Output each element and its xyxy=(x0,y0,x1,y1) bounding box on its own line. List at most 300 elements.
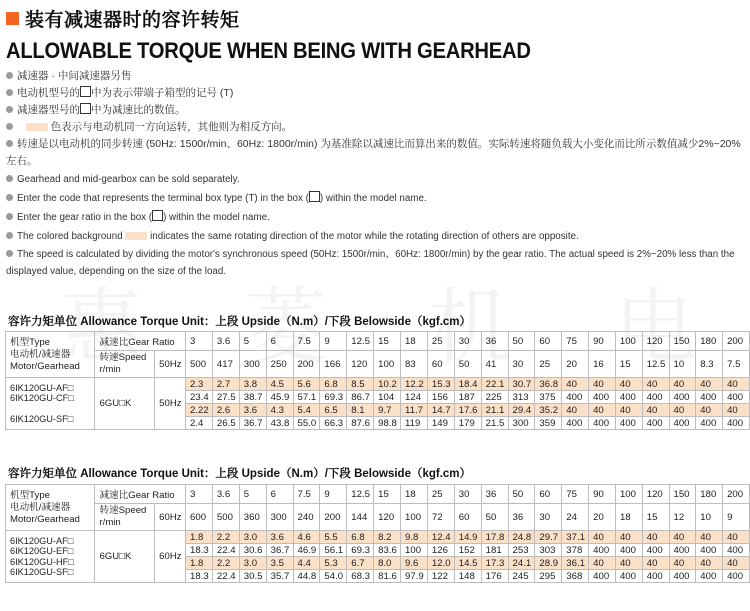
ratio-cell: 150 xyxy=(669,332,696,351)
section-title-cn: 装有减速器时的容许转矩 xyxy=(25,9,240,31)
torque-belowside-cell: 98.8 xyxy=(374,417,401,430)
speed-cell: 41 xyxy=(481,351,508,378)
speed-cell: 500 xyxy=(212,504,239,531)
torque-belowside-cell: 400 xyxy=(669,391,696,404)
torque-belowside-cell: 187 xyxy=(454,391,481,404)
torque-upside-cell: 40 xyxy=(615,557,642,570)
torque-belowside-cell: 400 xyxy=(723,391,750,404)
torque-upside-cell: 18.4 xyxy=(454,378,481,391)
bullet-icon xyxy=(6,123,13,130)
torque-upside-cell: 2.2 xyxy=(212,557,239,570)
torque-belowside-cell: 44.8 xyxy=(293,570,320,583)
torque-belowside-cell: 400 xyxy=(615,417,642,430)
torque-belowside-cell: 400 xyxy=(696,544,723,557)
box-symbol-icon xyxy=(152,210,163,221)
ratio-cell: 200 xyxy=(723,332,750,351)
torque-belowside-cell: 57.1 xyxy=(293,391,320,404)
torque-upside-cell: 3.8 xyxy=(239,378,266,391)
note-en-2 xyxy=(6,189,746,208)
torque-upside-cell: 40 xyxy=(696,557,723,570)
motor-model-cell xyxy=(6,531,95,583)
torque-belowside-cell: 26.5 xyxy=(212,417,239,430)
torque-belowside-cell: 152 xyxy=(454,544,481,557)
torque-belowside-cell: 46.9 xyxy=(293,544,320,557)
note-en-4 xyxy=(6,227,746,246)
ratio-cell: 100 xyxy=(615,332,642,351)
ratio-cell: 15 xyxy=(374,485,401,504)
torque-belowside-cell: 36.7 xyxy=(239,417,266,430)
header-row-ratio xyxy=(6,485,750,504)
torque-upside-cell: 12.2 xyxy=(401,378,428,391)
speed-cell: 7.5 xyxy=(723,351,750,378)
torque-upside-cell: 9.8 xyxy=(401,531,428,544)
speed-cell: 12 xyxy=(669,504,696,531)
ratio-cell: 6 xyxy=(266,485,293,504)
torque-belowside-cell: 378 xyxy=(562,544,589,557)
torque-upside-cell: 14.7 xyxy=(427,404,454,417)
torque-belowside-cell: 54.0 xyxy=(320,570,347,583)
motor-model: 6IK120GU-HF□ xyxy=(10,556,74,567)
torque-belowside-cell: 400 xyxy=(642,391,669,404)
motor-model: 6IK120GU-SF□ xyxy=(10,567,74,577)
note-cn-3 xyxy=(6,102,746,119)
speed-cell: 60 xyxy=(454,504,481,531)
ratio-cell: 25 xyxy=(427,485,454,504)
torque-upside-cell: 6.8 xyxy=(347,531,374,544)
torque-belowside-cell: 21.5 xyxy=(481,417,508,430)
torque-belowside-cell: 400 xyxy=(589,570,616,583)
type-label: 机型Type xyxy=(10,336,50,348)
torque-belowside-cell: 400 xyxy=(562,417,589,430)
ratio-cell: 18 xyxy=(401,485,428,504)
note-text: Enter the code that represents the terminal box type (T) in the box ( xyxy=(17,193,309,204)
bullet-icon xyxy=(6,194,13,201)
note-text: The speed is calculated by dividing the motor's synchronous speed (50Hz: 1500r/min、60Hz: 1800r/min) by the gear ratio. The actual speed is 2%~20% less than the displayed value, depending on the size of the load. xyxy=(6,249,735,277)
speed-cell: 100 xyxy=(374,351,401,378)
color-swatch-icon xyxy=(26,123,48,131)
torque-belowside-cell: 104 xyxy=(374,391,401,404)
note-text: Enter the gear ratio in the box ( xyxy=(17,212,153,223)
frequency-cell: 50Hz xyxy=(155,378,186,430)
torque-belowside-cell: 181 xyxy=(481,544,508,557)
torque-upside-cell: 3.6 xyxy=(266,531,293,544)
torque-upside-cell: 21.1 xyxy=(481,404,508,417)
torque-upside-cell: 1.8 xyxy=(186,531,213,544)
gearhead-cell: 6GU□K xyxy=(95,531,155,583)
notes xyxy=(6,68,746,280)
torque-upside-cell: 40 xyxy=(723,378,750,391)
torque-belowside-cell: 400 xyxy=(696,570,723,583)
header-row-speed xyxy=(6,351,750,378)
ratio-cell: 7.5 xyxy=(293,485,320,504)
freq-label-cell: 50Hz xyxy=(155,351,186,378)
ratio-cell: 180 xyxy=(696,332,723,351)
ratio-cell: 90 xyxy=(589,332,616,351)
torque-belowside-cell: 400 xyxy=(615,544,642,557)
torque-upside-cell: 8.2 xyxy=(374,531,401,544)
torque-upside-cell: 4.6 xyxy=(293,531,320,544)
torque-belowside-cell: 43.8 xyxy=(266,417,293,430)
torque-belowside-cell: 22.4 xyxy=(212,570,239,583)
torque-belowside-cell: 55.0 xyxy=(293,417,320,430)
torque-belowside-cell: 400 xyxy=(615,391,642,404)
ratio-cell: 6 xyxy=(266,332,293,351)
header-row-speed xyxy=(6,504,750,531)
type-label: 机型Type xyxy=(10,489,50,501)
bullet-icon xyxy=(6,213,13,220)
bullet-icon xyxy=(6,140,13,147)
torque-upside-cell: 12.0 xyxy=(427,557,454,570)
torque-upside-cell: 5.5 xyxy=(320,531,347,544)
bullet-icon xyxy=(6,89,13,96)
torque-belowside-cell: 400 xyxy=(642,417,669,430)
torque-upside-cell: 11.7 xyxy=(401,404,428,417)
torque-upside-cell: 17.8 xyxy=(481,531,508,544)
speed-cell: 20 xyxy=(589,504,616,531)
torque-belowside-cell: 35.7 xyxy=(266,570,293,583)
speed-cell: 120 xyxy=(347,351,374,378)
torque-belowside-cell: 56.1 xyxy=(320,544,347,557)
torque-upside-cell: 24.1 xyxy=(508,557,535,570)
box-symbol-icon xyxy=(80,103,91,114)
torque-upside-cell: 40 xyxy=(723,531,750,544)
ratio-cell: 120 xyxy=(642,485,669,504)
torque-upside-cell: 40 xyxy=(642,557,669,570)
speed-cell: 25 xyxy=(535,351,562,378)
torque-upside-cell: 36.8 xyxy=(535,378,562,391)
ratio-cell: 5 xyxy=(239,485,266,504)
note-text: 中为减速比的数值。 xyxy=(91,104,186,116)
torque-upside-cell: 40 xyxy=(562,404,589,417)
torque-upside-cell: 28.9 xyxy=(535,557,562,570)
torque-belowside-cell: 400 xyxy=(723,544,750,557)
box-symbol-icon xyxy=(80,86,91,97)
torque-belowside-cell: 126 xyxy=(427,544,454,557)
torque-upside-cell: 17.6 xyxy=(454,404,481,417)
speed-cell: 10 xyxy=(669,351,696,378)
ratio-cell: 3 xyxy=(186,332,213,351)
motor-model: 6IK120GU-AF□ xyxy=(10,535,74,546)
torque-belowside-cell: 148 xyxy=(454,570,481,583)
torque-upside-cell: 4.5 xyxy=(266,378,293,391)
torque-upside-cell: 2.2 xyxy=(212,531,239,544)
bullet-icon xyxy=(6,106,13,113)
speed-cell: 8.3 xyxy=(696,351,723,378)
torque-upside-cell: 6.5 xyxy=(320,404,347,417)
type-header-cell xyxy=(6,485,95,531)
note-text: ) within the model name. xyxy=(163,212,270,223)
torque-belowside-cell: 87.6 xyxy=(347,417,374,430)
torque-belowside-cell: 368 xyxy=(562,570,589,583)
table-row xyxy=(6,531,750,544)
note-cn-5 xyxy=(6,136,746,170)
torque-upside-cell: 40 xyxy=(723,404,750,417)
speed-cell: 166 xyxy=(320,351,347,378)
torque-belowside-cell: 69.3 xyxy=(320,391,347,404)
type-label-en: Motor/Gearhead xyxy=(10,513,80,525)
ratio-cell: 180 xyxy=(696,485,723,504)
torque-upside-cell: 6.8 xyxy=(320,378,347,391)
ratio-cell: 90 xyxy=(589,485,616,504)
torque-upside-cell: 3.5 xyxy=(266,557,293,570)
torque-belowside-cell: 400 xyxy=(615,570,642,583)
torque-belowside-cell: 400 xyxy=(696,391,723,404)
ratio-cell: 75 xyxy=(562,485,589,504)
torque-belowside-cell: 119 xyxy=(401,417,428,430)
ratio-cell: 36 xyxy=(481,485,508,504)
torque-upside-cell: 14.9 xyxy=(454,531,481,544)
torque-belowside-cell: 400 xyxy=(696,417,723,430)
ratio-cell: 7.5 xyxy=(293,332,320,351)
speed-unit: r/min xyxy=(99,364,121,375)
note-cn-4 xyxy=(6,119,746,136)
torque-upside-cell: 17.3 xyxy=(481,557,508,570)
torque-upside-cell: 40 xyxy=(642,404,669,417)
note-en-5 xyxy=(6,246,746,280)
motor-model-cell xyxy=(6,378,95,430)
ratio-cell: 100 xyxy=(615,485,642,504)
note-text: 电动机型号的 xyxy=(17,87,80,99)
ratio-cell: 120 xyxy=(642,332,669,351)
ratio-cell: 36 xyxy=(481,332,508,351)
gearhead-cell: 6GU□K xyxy=(95,378,155,430)
torque-belowside-cell: 149 xyxy=(427,417,454,430)
speed-cell: 50 xyxy=(454,351,481,378)
torque-upside-cell: 2.22 xyxy=(186,404,213,417)
torque-upside-cell: 10.2 xyxy=(374,378,401,391)
torque-belowside-cell: 100 xyxy=(401,544,428,557)
torque-table-60hz xyxy=(5,484,750,583)
torque-belowside-cell: 38.7 xyxy=(239,391,266,404)
torque-upside-cell: 8.1 xyxy=(347,404,374,417)
torque-belowside-cell: 83.6 xyxy=(374,544,401,557)
torque-upside-cell: 37.1 xyxy=(562,531,589,544)
ratio-cell: 150 xyxy=(669,485,696,504)
speed-cell: 600 xyxy=(186,504,213,531)
torque-upside-cell: 24.8 xyxy=(508,531,535,544)
torque-belowside-cell: 400 xyxy=(669,570,696,583)
speed-cell: 20 xyxy=(562,351,589,378)
torque-upside-cell: 40 xyxy=(615,378,642,391)
torque-belowside-cell: 122 xyxy=(427,570,454,583)
header-row-ratio xyxy=(6,332,750,351)
bullet-icon xyxy=(6,232,13,239)
torque-upside-cell: 8.5 xyxy=(347,378,374,391)
ratio-cell: 12.5 xyxy=(347,332,374,351)
torque-belowside-cell: 22.4 xyxy=(212,544,239,557)
speed-cell: 12.5 xyxy=(642,351,669,378)
torque-upside-cell: 9.6 xyxy=(401,557,428,570)
ratio-cell: 3.6 xyxy=(212,485,239,504)
note-text: 色表示与电动机同一方向运转，其他则为相反方向。 xyxy=(50,121,293,133)
speed-cell: 417 xyxy=(212,351,239,378)
torque-upside-cell: 40 xyxy=(669,378,696,391)
torque-upside-cell: 6.7 xyxy=(347,557,374,570)
torque-upside-cell: 4.4 xyxy=(293,557,320,570)
torque-belowside-cell: 27.5 xyxy=(212,391,239,404)
frequency-cell: 60Hz xyxy=(155,531,186,583)
torque-belowside-cell: 359 xyxy=(535,417,562,430)
speed-cell: 83 xyxy=(401,351,428,378)
color-swatch-icon xyxy=(125,232,147,240)
speed-cell: 18 xyxy=(615,504,642,531)
speed-cell: 30 xyxy=(535,504,562,531)
speed-label: 转速Speed xyxy=(99,505,147,516)
speed-label: 转速Speed xyxy=(99,352,147,363)
torque-upside-cell: 12.4 xyxy=(427,531,454,544)
section-title-en: ALLOWABLE TORQUE WHEN BEING WITH GEARHEAD xyxy=(6,38,531,63)
torque-belowside-cell: 124 xyxy=(401,391,428,404)
motor-model: 6IK120GU-SF□ xyxy=(10,414,74,424)
torque-upside-cell: 3.0 xyxy=(239,531,266,544)
torque-belowside-cell: 2.4 xyxy=(186,417,213,430)
speed-cell: 100 xyxy=(401,504,428,531)
speed-cell: 360 xyxy=(239,504,266,531)
torque-belowside-cell: 400 xyxy=(723,570,750,583)
torque-upside-cell: 40 xyxy=(642,531,669,544)
torque-upside-cell: 35.2 xyxy=(535,404,562,417)
torque-belowside-cell: 36.7 xyxy=(266,544,293,557)
torque-belowside-cell: 400 xyxy=(589,417,616,430)
note-text: ) within the model name. xyxy=(319,193,427,204)
torque-belowside-cell: 23.4 xyxy=(186,391,213,404)
speed-label-cell xyxy=(95,504,155,531)
torque-upside-cell: 2.3 xyxy=(186,378,213,391)
ratio-cell: 3 xyxy=(186,485,213,504)
ratio-cell: 60 xyxy=(535,332,562,351)
speed-cell: 300 xyxy=(239,351,266,378)
ratio-cell: 18 xyxy=(401,332,428,351)
motor-model: 6IK120GU-AF□ xyxy=(10,382,74,393)
ratio-cell: 200 xyxy=(723,485,750,504)
speed-cell: 9 xyxy=(723,504,750,531)
torque-upside-cell: 40 xyxy=(589,557,616,570)
table-2-title: 容许力矩单位 Allowance Torque Unit：上段 Upside（N.m）/下段 Belowside（kgf.cm） xyxy=(8,468,472,480)
torque-belowside-cell: 66.3 xyxy=(320,417,347,430)
note-text: indicates the same rotating direction of the motor while the rotating direction of others are opposite. xyxy=(150,231,579,242)
torque-belowside-cell: 18.3 xyxy=(186,570,213,583)
torque-upside-cell: 22.1 xyxy=(481,378,508,391)
torque-upside-cell: 29.7 xyxy=(535,531,562,544)
speed-cell: 10 xyxy=(696,504,723,531)
ratio-cell: 3.6 xyxy=(212,332,239,351)
torque-belowside-cell: 253 xyxy=(508,544,535,557)
torque-belowside-cell: 295 xyxy=(535,570,562,583)
speed-cell: 60 xyxy=(427,351,454,378)
torque-belowside-cell: 30.5 xyxy=(239,570,266,583)
torque-belowside-cell: 179 xyxy=(454,417,481,430)
bullet-icon xyxy=(6,250,13,257)
torque-belowside-cell: 400 xyxy=(669,417,696,430)
speed-cell: 300 xyxy=(266,504,293,531)
ratio-cell: 75 xyxy=(562,332,589,351)
speed-cell: 200 xyxy=(320,504,347,531)
torque-upside-cell: 5.4 xyxy=(293,404,320,417)
torque-belowside-cell: 156 xyxy=(427,391,454,404)
speed-cell: 200 xyxy=(293,351,320,378)
motor-model: 6IK120GU-CF□ xyxy=(10,393,74,403)
torque-belowside-cell: 375 xyxy=(535,391,562,404)
note-en-1 xyxy=(6,170,746,189)
ratio-cell: 5 xyxy=(239,332,266,351)
type-label-en: Motor/Gearhead xyxy=(10,360,80,372)
ratio-cell: 12.5 xyxy=(347,485,374,504)
torque-belowside-cell: 400 xyxy=(642,544,669,557)
torque-upside-cell: 5.6 xyxy=(293,378,320,391)
ratio-cell: 30 xyxy=(454,332,481,351)
torque-belowside-cell: 97.9 xyxy=(401,570,428,583)
torque-belowside-cell: 86.7 xyxy=(347,391,374,404)
speed-cell: 500 xyxy=(186,351,213,378)
note-text: Gearhead and mid-gearbox can be sold separately. xyxy=(17,174,240,185)
ratio-cell: 9 xyxy=(320,332,347,351)
type-label-cn: 电动机/减速器 xyxy=(10,501,71,513)
torque-upside-cell: 2.6 xyxy=(212,404,239,417)
speed-cell: 30 xyxy=(508,351,535,378)
motor-model xyxy=(10,404,94,415)
speed-cell: 120 xyxy=(374,504,401,531)
bullet-icon xyxy=(6,175,13,182)
torque-table-50hz xyxy=(5,331,750,430)
torque-upside-cell: 40 xyxy=(589,531,616,544)
torque-upside-cell: 40 xyxy=(669,404,696,417)
motor-model: 6IK120GU-EF□ xyxy=(10,546,74,556)
torque-belowside-cell: 45.9 xyxy=(266,391,293,404)
type-label-cn: 电动机/减速器 xyxy=(10,348,71,360)
torque-upside-cell: 40 xyxy=(589,404,616,417)
torque-upside-cell: 40 xyxy=(723,557,750,570)
ratio-cell: 50 xyxy=(508,332,535,351)
ratio-label-cell: 减速比Gear Ratio xyxy=(95,332,186,351)
torque-upside-cell: 40 xyxy=(669,531,696,544)
torque-upside-cell: 40 xyxy=(696,378,723,391)
torque-belowside-cell: 30.6 xyxy=(239,544,266,557)
torque-upside-cell: 2.7 xyxy=(212,378,239,391)
torque-belowside-cell: 400 xyxy=(723,417,750,430)
speed-cell: 15 xyxy=(615,351,642,378)
speed-cell: 16 xyxy=(589,351,616,378)
speed-cell: 36 xyxy=(508,504,535,531)
ratio-cell: 15 xyxy=(374,332,401,351)
torque-belowside-cell: 176 xyxy=(481,570,508,583)
note-text: 减速器 · 中间减速器另售 xyxy=(17,70,132,82)
speed-cell: 15 xyxy=(642,504,669,531)
torque-belowside-cell: 400 xyxy=(589,544,616,557)
torque-belowside-cell: 245 xyxy=(508,570,535,583)
torque-belowside-cell: 400 xyxy=(562,391,589,404)
torque-belowside-cell: 225 xyxy=(481,391,508,404)
speed-cell: 50 xyxy=(481,504,508,531)
table-row xyxy=(6,378,750,391)
speed-cell: 24 xyxy=(562,504,589,531)
note-text: The colored background xyxy=(17,231,123,242)
torque-upside-cell: 40 xyxy=(642,378,669,391)
speed-cell: 240 xyxy=(293,504,320,531)
torque-upside-cell: 5.3 xyxy=(320,557,347,570)
orange-square-marker xyxy=(6,12,19,25)
table-1-title: 容许力矩单位 Allowance Torque Unit：上段 Upside（N.m）/下段 Belowside（kgf.cm） xyxy=(8,316,472,328)
torque-upside-cell: 29.4 xyxy=(508,404,535,417)
note-cn-1 xyxy=(6,68,746,85)
torque-belowside-cell: 300 xyxy=(508,417,535,430)
section-header xyxy=(6,7,240,29)
torque-belowside-cell: 18.3 xyxy=(186,544,213,557)
ratio-cell: 30 xyxy=(454,485,481,504)
note-text: 中为表示带端子箱型的记号 (T) xyxy=(91,87,234,99)
speed-cell: 72 xyxy=(427,504,454,531)
speed-unit: r/min xyxy=(99,517,121,528)
torque-belowside-cell: 400 xyxy=(669,544,696,557)
